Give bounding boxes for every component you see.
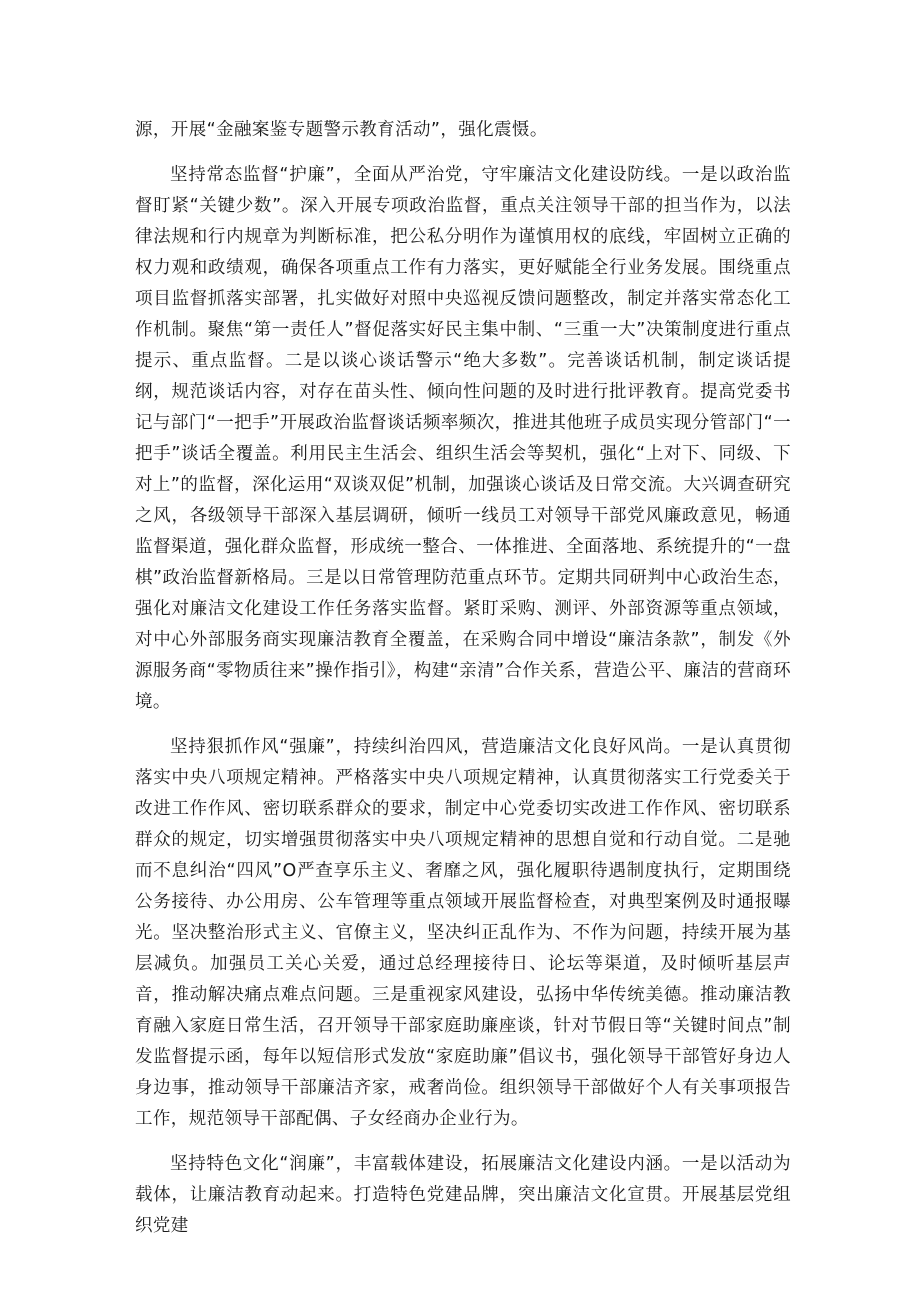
paragraph-continuation: 源，开展“金融案鉴专题警示教育活动”，强化震慑。: [135, 120, 548, 140]
paragraph-culture: 坚持特色文化“润廉”，丰富载体建设，拓展廉洁文化建设内涵。一是以活动为载体，让廉洁教育动起来。打造特色党建品牌，突出廉洁文化宣贯。开展基层党组织党建: [135, 1154, 791, 1236]
paragraph-work-style: 坚持狠抓作风“强廉”，持续纠治四风，营造廉洁文化良好风尚。一是认真贯彻落实中央八项规定精神。严格落实中央八项规定精神，认真贯彻落实工行党委关于改进工作作风、密切联系群众的要求，制定中心党委切实改进工作作风、密切联系群众的规定，切实增强贯彻落实中央八项规定精神的思想自觉和行动自觉。二是驰而不息纠治“四风”O严查享乐主义、奢靡之风，强化履职待遇制度执行，定期围绕公务接待、办公用房、公车管理等重点领域开展监督检查，对典型案例及时通报曝光。坚决整治形式主义、官僚主义，坚决纠正乱作为、不作为问题，持续开展为基层减负。加强员工关心关爱，通过总经理接待日、论坛等渠道，及时倾听基层声音，推动解决痛点难点问题。三是重视家风建设，弘扬中华传统美德。推动廉洁教育融入家庭日常生活，召开领导干部家庭助廉座谈，针对节假日等“关键时间点”制发监督提示函，每年以短信形式发放“家庭助廉”倡议书，强化领导干部管好身边人身边事，推动领导干部廉洁齐家，戒奢尚俭。组织领导干部做好个人有关事项报告工作，规范领导干部配偶、子女经商办企业行为。: [135, 737, 791, 1129]
document-page: [135, 115, 791, 1242]
paragraph-supervision: 坚持常态监督“护廉”，全面从严治党，守牢廉洁文化建设防线。一是以政治监督盯紧“关键少数”。深入开展专项政治监督，重点关注领导干部的担当作为，以法律法规和行内规章为判断标准，把公私分明作为谨慎用权的底线，牢固树立正确的权力观和政绩观，确保各项重点工作有力落实，更好赋能全行业务发展。围绕重点项目监督抓落实部署，扎实做好对照中央巡视反馈问题整改，制定并落实常态化工作机制。聚焦“第一责任人”督促落实好民主集中制、“三重一大”决策制度进行重点提示、重点监督。二是以谈心谈话警示“绝大多数”。完善谈话机制，制定谈话提纲，规范谈话内容，对存在苗头性、倾向性问题的及时进行批评教育。提高党委书记与部门“一把手”开展政治监督谈话频率频次，推进其他班子成员实现分管部门“一把手”谈话全覆盖。利用民主生活会、组织生活会等契机，强化“上对下、同级、下对上”的监督，深化运用“双谈双促”机制，加强谈心谈话及日常交流。大兴调查研究之风，各级领导干部深入基层调研，倾听一线员工对领导干部党风廉政意见，畅通监督渠道，强化群众监督，形成统一整合、一体推进、全面落地、系统提升的“一盘棋”政治监督新格局。三是以日常管理防范重点环节。定期共同研判中心政治生态，强化对廉洁文化建设工作任务落实监督。紧盯采购、测评、外部资源等重点领域，对中心外部服务商实现廉洁教育全覆盖，在采购合同中增设“廉洁条款”，制发《外源服务商“零物质往来”操作指引》，构建“亲清”合作关系，营造公平、廉洁的营商环境。: [135, 165, 791, 712]
